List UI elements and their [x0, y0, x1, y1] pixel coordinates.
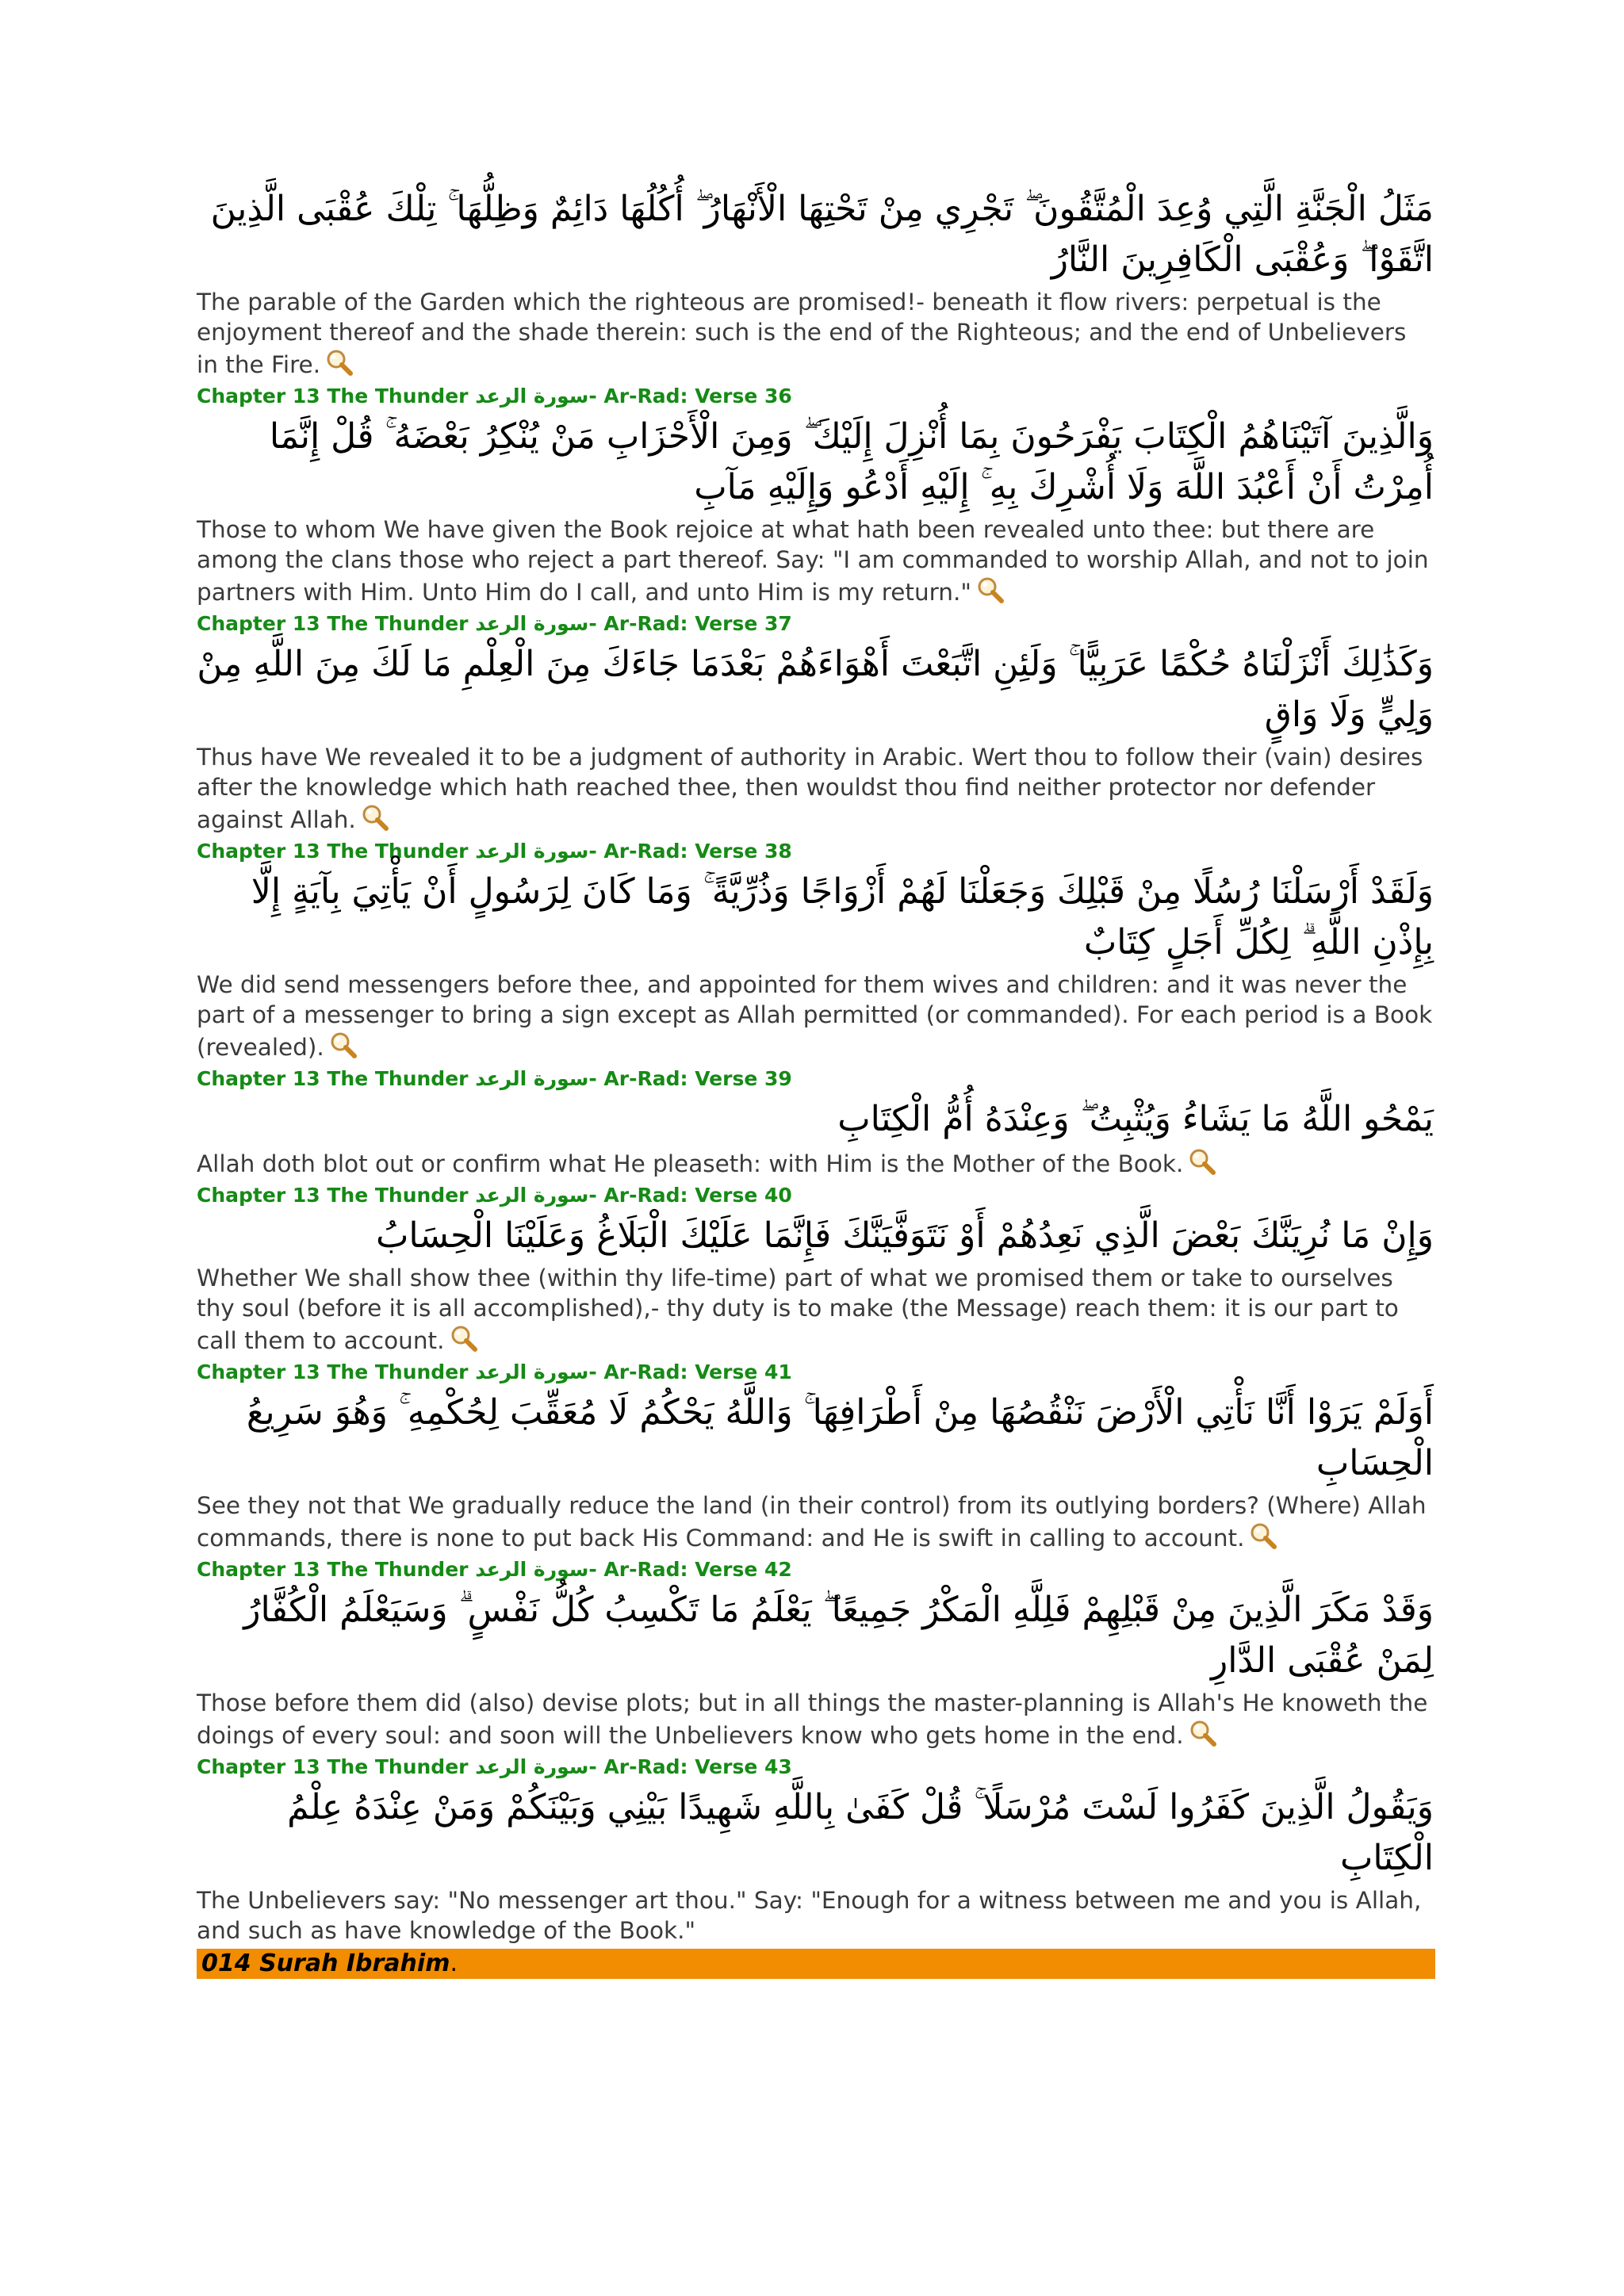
- next-surah-suffix: .: [450, 1950, 458, 1977]
- verse-reference: - Ar-Rad: Verse 37: [588, 612, 792, 635]
- verse-reference: - Ar-Rad: Verse 43: [588, 1755, 792, 1778]
- surah-arabic-name: سورة الرعد: [475, 840, 589, 863]
- arabic-verse: أَوَلَمْ يَرَوْا أَنَّا نَأْتِي الْأَرْضَ نَنْقُصُهَا مِنْ أَطْرَافِهَا ۚ وَاللَّهُ يَحْكُمُ لَا مُعَقِّبَ لِحُكْمِهِ ۚ وَهُوَ سَرِيعُ الْحِسَابِ: [246, 1392, 1434, 1483]
- chapter-label: Chapter 13 The Thunder: [197, 1067, 469, 1090]
- verse-header: [197, 838, 1434, 865]
- verse-block: [197, 184, 1434, 380]
- translation-text: Those to whom We have given the Book rejoice at what hath been revealed unto thee: but there are among the clans those who reject a part thereof. Say: "I am commanded to worship Allah, and not to join partners with Him. Unto Him do I call, and unto Him is my return.": [197, 516, 1429, 606]
- surah-arabic-name: سورة الرعد: [475, 1184, 589, 1207]
- magnifier-icon[interactable]: [1187, 1718, 1219, 1750]
- verse-block: [197, 610, 1434, 835]
- verse-block: [197, 1066, 1434, 1179]
- verse-translation: [197, 515, 1434, 607]
- surah-arabic-name: سورة الرعد: [475, 1755, 589, 1778]
- verse-header: [197, 1359, 1434, 1386]
- verse-header: [197, 383, 1434, 410]
- verse-translation: [197, 1688, 1434, 1751]
- translation-text: Thus have We revealed it to be a judgment of authority in Arabic. Wert thou to follow their (vain) desires after the knowledge which hath reached thee, then wouldst thou find neither protector nor defender against Allah.: [197, 744, 1423, 833]
- magnifier-icon[interactable]: [1186, 1146, 1218, 1178]
- verse-block: [197, 383, 1434, 607]
- chapter-label: Chapter 13 The Thunder: [197, 1755, 469, 1778]
- verse-translation: [197, 970, 1434, 1062]
- surah-arabic-name: سورة الرعد: [475, 1558, 589, 1581]
- surah-arabic-name: سورة الرعد: [475, 1360, 589, 1383]
- chapter-label: Chapter 13 The Thunder: [197, 612, 469, 635]
- translation-text: Whether We shall show thee (within thy life-time) part of what we promised them or take to ourselves thy soul (before it is all accomplished),- thy duty is to make (the Message) reach them: it is our part to call them to account.: [197, 1265, 1399, 1354]
- surah-arabic-name: سورة الرعد: [475, 385, 589, 408]
- arabic-verse: وَكَذَٰلِكَ أَنْزَلْنَاهُ حُكْمًا عَرَبِيًّا ۚ وَلَئِنِ اتَّبَعْتَ أَهْوَاءَهُمْ بَعْدَمَا جَاءَكَ مِنَ الْعِلْمِ مَا لَكَ مِنَ اللَّهِ مِنْ وَلِيٍّ وَلَا وَاقٍ: [197, 644, 1434, 735]
- chapter-label: Chapter 13 The Thunder: [197, 1558, 469, 1581]
- verse-header: [197, 610, 1434, 637]
- verse-block: [197, 1359, 1434, 1553]
- arabic-verse: وَقَدْ مَكَرَ الَّذِينَ مِنْ قَبْلِهِمْ فَلِلَّهِ الْمَكْرُ جَمِيعًا ۖ يَعْلَمُ مَا تَكْسِبُ كُلُّ نَفْسٍ ۗ وَسَيَعْلَمُ الْكُفَّارُ لِمَنْ عُقْبَى الدَّارِ: [243, 1590, 1434, 1681]
- surah-arabic-name: سورة الرعد: [475, 1067, 589, 1090]
- chapter-label: Chapter 13 The Thunder: [197, 1184, 469, 1207]
- magnifier-icon[interactable]: [448, 1323, 480, 1355]
- verse-header: [197, 1754, 1434, 1781]
- verse-reference: - Ar-Rad: Verse 42: [588, 1558, 792, 1581]
- verse-translation: [197, 287, 1434, 380]
- next-surah-title: 014 Surah Ibrahim: [201, 1950, 450, 1977]
- translation-text: Those before them did (also) devise plots; but in all things the master-planning is Allah's He knoweth the doings of every soul: and soon will the Unbelievers know who gets home in the end.: [197, 1689, 1428, 1749]
- verse-translation: [197, 1490, 1434, 1553]
- arabic-verse: وَيَقُولُ الَّذِينَ كَفَرُوا لَسْتَ مُرْسَلًا ۚ قُلْ كَفَىٰ بِاللَّهِ شَهِيدًا بَيْنِي وَبَيْنَكُمْ وَمَنْ عِنْدَهُ عِلْمُ الْكِتَابِ: [287, 1787, 1434, 1878]
- arabic-verse: وَإِنْ مَا نُرِيَنَّكَ بَعْضَ الَّذِي نَعِدُهُمْ أَوْ نَتَوَفَّيَنَّكَ فَإِنَّمَا عَلَيْكَ الْبَلَاغُ وَعَلَيْنَا الْحِسَابُ: [376, 1215, 1434, 1256]
- translation-text: Allah doth blot out or confirm what He pleaseth: with Him is the Mother of the Book.: [197, 1150, 1184, 1177]
- verse-reference: - Ar-Rad: Verse 39: [588, 1067, 792, 1090]
- translation-text: The parable of the Garden which the righteous are promised!- beneath it flow rivers: perpetual is the enjoyment thereof and the shade therein: such is the end of the Righteous; and the end of Unbelievers in the Fire.: [197, 289, 1407, 378]
- verse-reference: - Ar-Rad: Verse 38: [588, 840, 792, 863]
- verse-list: [197, 184, 1434, 1979]
- verse-reference: - Ar-Rad: Verse 36: [588, 385, 792, 408]
- verse-reference: - Ar-Rad: Verse 41: [588, 1360, 792, 1383]
- magnifier-icon[interactable]: [359, 802, 391, 834]
- arabic-verse: يَمْحُو اللَّهُ مَا يَشَاءُ وَيُثْبِتُ ۖ وَعِنْدَهُ أُمُّ الْكِتَابِ: [837, 1099, 1434, 1139]
- verse-header: [197, 1556, 1434, 1583]
- translation-text: See they not that We gradually reduce the land (in their control) from its outlying borders? (Where) Allah commands, there is none to put back His Command: and He is swift in calling to account.: [197, 1492, 1427, 1552]
- verse-block: [197, 838, 1434, 1062]
- verse-header: [197, 1066, 1434, 1093]
- arabic-verse: مَثَلُ الْجَنَّةِ الَّتِي وُعِدَ الْمُتَّقُونَ ۖ تَجْرِي مِنْ تَحْتِهَا الْأَنْهَارُ ۖ أُكُلُهَا دَائِمٌ وَظِلُّهَا ۚ تِلْكَ عُقْبَى الَّذِينَ اتَّقَوْا ۖ وَعُقْبَى الْكَافِرِينَ النَّارُ: [210, 189, 1434, 280]
- verse-block: [197, 1556, 1434, 1751]
- verse-translation: [197, 1263, 1434, 1356]
- translation-text: We did send messengers before thee, and appointed for them wives and children: and it was never the part of a messenger to bring a sign except as Allah permitted (or commanded). For each period is a Book (revealed).: [197, 971, 1433, 1061]
- chapter-label: Chapter 13 The Thunder: [197, 385, 469, 408]
- verse-translation: [197, 1146, 1434, 1179]
- surah-arabic-name: سورة الرعد: [475, 612, 589, 635]
- verse-block: [197, 1754, 1434, 1946]
- translation-text: The Unbelievers say: "No messenger art thou." Say: "Enough for a witness between me and you is Allah, and such as have knowledge of the Book.": [197, 1887, 1422, 1944]
- arabic-verse: وَالَّذِينَ آتَيْنَاهُمُ الْكِتَابَ يَفْرَحُونَ بِمَا أُنْزِلَ إِلَيْكَ ۖ وَمِنَ الْأَحْزَابِ مَنْ يُنْكِرُ بَعْضَهُ ۚ قُلْ إِنَّمَا أُمِرْتُ أَنْ أَعْبُدَ اللَّهَ وَلَا أُشْرِكَ بِهِ ۚ إِلَيْهِ أَدْعُو وَإِلَيْهِ مَآبِ: [269, 416, 1434, 507]
- chapter-label: Chapter 13 The Thunder: [197, 1360, 469, 1383]
- magnifier-icon[interactable]: [975, 575, 1006, 607]
- next-surah-bar[interactable]: [197, 1949, 1435, 1979]
- magnifier-icon[interactable]: [324, 347, 355, 379]
- verse-block: [197, 1182, 1434, 1356]
- verse-translation: [197, 1885, 1434, 1946]
- verse-header: [197, 1182, 1434, 1209]
- arabic-verse: وَلَقَدْ أَرْسَلْنَا رُسُلًا مِنْ قَبْلِكَ وَجَعَلْنَا لَهُمْ أَزْوَاجًا وَذُرِّيَّةً ۚ وَمَا كَانَ لِرَسُولٍ أَنْ يَأْتِيَ بِآيَةٍ إِلَّا بِإِذْنِ اللَّهِ ۗ لِكُلِّ أَجَلٍ كِتَابٌ: [251, 871, 1434, 962]
- chapter-label: Chapter 13 The Thunder: [197, 840, 469, 863]
- magnifier-icon[interactable]: [327, 1030, 359, 1062]
- verse-translation: [197, 742, 1434, 835]
- magnifier-icon[interactable]: [1247, 1521, 1279, 1552]
- verse-reference: - Ar-Rad: Verse 40: [588, 1184, 792, 1207]
